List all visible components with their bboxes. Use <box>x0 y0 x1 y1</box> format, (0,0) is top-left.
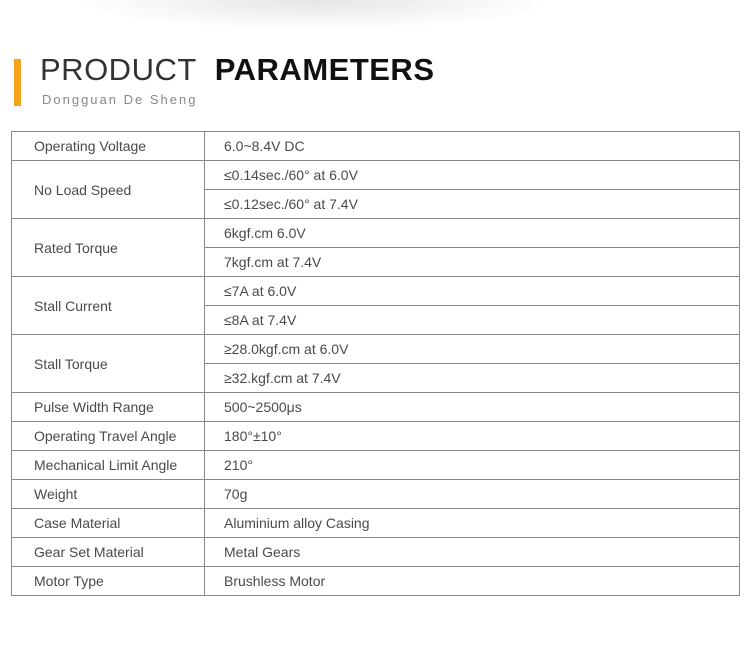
table-row <box>12 277 740 306</box>
parameters-table-body <box>12 132 740 596</box>
parameter-value: ≤0.14sec./60° at 6.0V <box>205 161 740 190</box>
parameter-value: ≥32.kgf.cm at 7.4V <box>205 364 740 393</box>
parameter-value: 500~2500μs <box>205 393 740 422</box>
parameter-label: Weight <box>12 480 205 509</box>
parameter-value: 70g <box>205 480 740 509</box>
parameter-value: ≥28.0kgf.cm at 6.0V <box>205 335 740 364</box>
parameter-label: Mechanical Limit Angle <box>12 451 205 480</box>
parameter-label: Operating Travel Angle <box>12 422 205 451</box>
parameter-label: No Load Speed <box>12 161 205 219</box>
parameters-table <box>11 131 740 596</box>
table-row <box>12 567 740 596</box>
title-product: PRODUCT <box>40 52 197 87</box>
table-row <box>12 451 740 480</box>
top-shadow-decoration <box>80 0 550 30</box>
parameter-value: ≤0.12sec./60° at 7.4V <box>205 190 740 219</box>
accent-bar <box>14 59 21 106</box>
table-row <box>12 422 740 451</box>
parameter-label: Stall Torque <box>12 335 205 393</box>
table-row <box>12 509 740 538</box>
page-subtitle: Dongguan De Sheng <box>42 92 198 107</box>
parameter-value: 180°±10° <box>205 422 740 451</box>
parameter-value: Aluminium alloy Casing <box>205 509 740 538</box>
table-row <box>12 161 740 190</box>
parameter-value: ≤7A at 6.0V <box>205 277 740 306</box>
parameter-label: Rated Torque <box>12 219 205 277</box>
table-row <box>12 480 740 509</box>
table-row <box>12 393 740 422</box>
page-title <box>40 50 435 90</box>
parameter-label: Stall Current <box>12 277 205 335</box>
parameter-value: 7kgf.cm at 7.4V <box>205 248 740 277</box>
parameter-label: Operating Voltage <box>12 132 205 161</box>
parameter-value: Metal Gears <box>205 538 740 567</box>
parameter-value: 6kgf.cm 6.0V <box>205 219 740 248</box>
parameter-value: 210° <box>205 451 740 480</box>
parameter-label: Case Material <box>12 509 205 538</box>
parameter-label: Gear Set Material <box>12 538 205 567</box>
title-parameters: PARAMETERS <box>214 52 435 87</box>
table-row <box>12 335 740 364</box>
parameter-value: ≤8A at 7.4V <box>205 306 740 335</box>
parameter-value: 6.0~8.4V DC <box>205 132 740 161</box>
parameter-label: Motor Type <box>12 567 205 596</box>
table-row <box>12 538 740 567</box>
parameter-label: Pulse Width Range <box>12 393 205 422</box>
table-row <box>12 219 740 248</box>
parameter-value: Brushless Motor <box>205 567 740 596</box>
table-row <box>12 132 740 161</box>
